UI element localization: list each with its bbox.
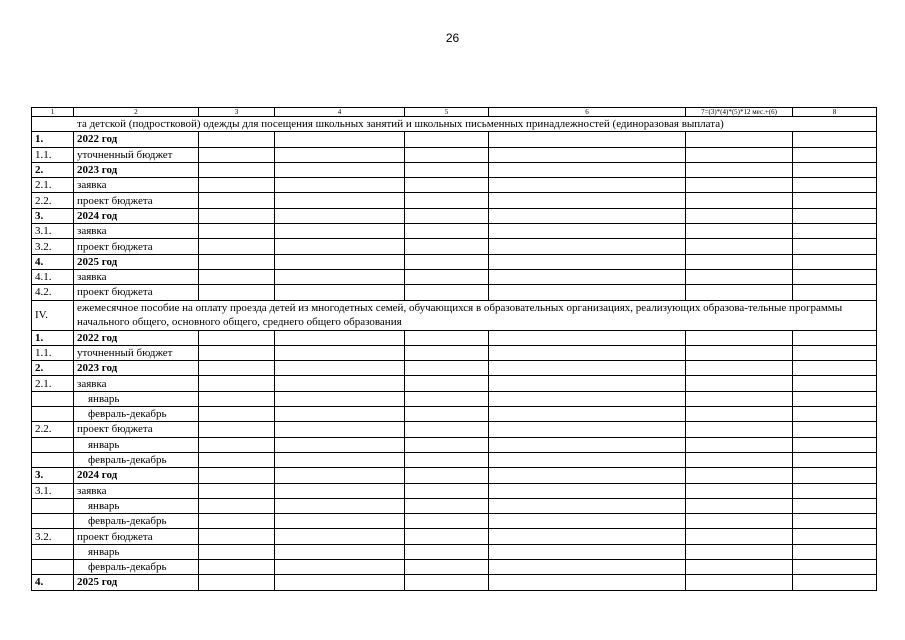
- value-cell: [199, 345, 275, 360]
- column-number-row: [32, 108, 877, 117]
- row-label: январь: [74, 498, 199, 513]
- value-cell: [405, 224, 489, 239]
- value-cell: [405, 376, 489, 391]
- value-cell: [686, 452, 793, 467]
- value-cell: [275, 193, 405, 208]
- value-cell: [489, 468, 686, 483]
- row-number: 2.1.: [32, 376, 74, 391]
- value-cell: [199, 285, 275, 300]
- table-row: [32, 437, 877, 452]
- table-row: [32, 193, 877, 208]
- value-cell: [793, 208, 877, 223]
- value-cell: [199, 178, 275, 193]
- value-cell: [275, 514, 405, 529]
- value-cell: [793, 437, 877, 452]
- value-cell: [199, 452, 275, 467]
- row-label: февраль-декабрь: [74, 560, 199, 575]
- row-number: 4.1.: [32, 269, 74, 284]
- value-cell: [275, 560, 405, 575]
- value-cell: [199, 422, 275, 437]
- value-cell: [275, 575, 405, 590]
- budget-table: [31, 107, 877, 591]
- value-cell: [275, 529, 405, 544]
- value-cell: [489, 254, 686, 269]
- value-cell: [199, 483, 275, 498]
- value-cell: [275, 407, 405, 422]
- value-cell: [405, 147, 489, 162]
- row-label: 2025 год: [74, 575, 199, 590]
- value-cell: [199, 147, 275, 162]
- value-cell: [489, 330, 686, 345]
- row-label: январь: [74, 544, 199, 559]
- value-cell: [686, 498, 793, 513]
- value-cell: [405, 560, 489, 575]
- value-cell: [686, 361, 793, 376]
- value-cell: [793, 254, 877, 269]
- value-cell: [489, 345, 686, 360]
- row-label: 2024 год: [74, 468, 199, 483]
- column-number-cell: 7=(3)*(4)*(5)*12 мес.+(6): [686, 108, 793, 117]
- column-number-cell: 8: [793, 108, 877, 117]
- value-cell: [199, 468, 275, 483]
- row-label: январь: [74, 437, 199, 452]
- value-cell: [199, 193, 275, 208]
- row-number: [32, 514, 74, 529]
- value-cell: [793, 391, 877, 406]
- value-cell: [686, 376, 793, 391]
- value-cell: [793, 285, 877, 300]
- column-number-cell: 5: [405, 108, 489, 117]
- row-number: 2.2.: [32, 422, 74, 437]
- row-number: [32, 437, 74, 452]
- column-number-cell: 4: [275, 108, 405, 117]
- value-cell: [686, 391, 793, 406]
- row-label: 2022 год: [74, 330, 199, 345]
- year-row: [32, 208, 877, 223]
- row-number: 1.: [32, 330, 74, 345]
- value-cell: [405, 178, 489, 193]
- section-heading: ежемесячное пособие на оплату проезда детей из многодетных семей, обучающихся в образовательных организациях, реализующих образова-тельные программы начального общего, основного общего, среднего общего образования: [74, 300, 877, 330]
- value-cell: [199, 132, 275, 147]
- value-cell: [686, 345, 793, 360]
- row-label: заявка: [74, 224, 199, 239]
- row-number: 1.1.: [32, 147, 74, 162]
- table-row: [32, 544, 877, 559]
- value-cell: [686, 132, 793, 147]
- value-cell: [199, 407, 275, 422]
- value-cell: [793, 483, 877, 498]
- row-label: заявка: [74, 376, 199, 391]
- value-cell: [793, 575, 877, 590]
- table-row: [32, 514, 877, 529]
- value-cell: [686, 208, 793, 223]
- table-row: [32, 529, 877, 544]
- section-heading: та детской (подростковой) одежды для посещения школьных занятий и школьных письменных принадлежностей (единоразовая выплата): [32, 117, 877, 132]
- row-label: заявка: [74, 483, 199, 498]
- value-cell: [686, 330, 793, 345]
- value-cell: [793, 361, 877, 376]
- year-row: [32, 162, 877, 177]
- value-cell: [686, 575, 793, 590]
- row-number: 3.1.: [32, 483, 74, 498]
- value-cell: [275, 269, 405, 284]
- row-label: февраль-декабрь: [74, 452, 199, 467]
- value-cell: [275, 483, 405, 498]
- value-cell: [405, 529, 489, 544]
- value-cell: [275, 345, 405, 360]
- value-cell: [686, 224, 793, 239]
- value-cell: [793, 193, 877, 208]
- value-cell: [405, 345, 489, 360]
- row-number: 4.: [32, 575, 74, 590]
- value-cell: [489, 193, 686, 208]
- row-label: проект бюджета: [74, 193, 199, 208]
- value-cell: [405, 254, 489, 269]
- section-number: IV.: [32, 300, 74, 330]
- value-cell: [275, 544, 405, 559]
- column-number-cell: 6: [489, 108, 686, 117]
- table-row: [32, 147, 877, 162]
- value-cell: [199, 239, 275, 254]
- value-cell: [489, 514, 686, 529]
- row-label: проект бюджета: [74, 285, 199, 300]
- row-label: проект бюджета: [74, 422, 199, 437]
- value-cell: [405, 269, 489, 284]
- year-row: [32, 330, 877, 345]
- value-cell: [199, 330, 275, 345]
- value-cell: [275, 452, 405, 467]
- row-label: 2022 год: [74, 132, 199, 147]
- column-number-cell: 3: [199, 108, 275, 117]
- value-cell: [793, 452, 877, 467]
- year-row: [32, 575, 877, 590]
- value-cell: [405, 407, 489, 422]
- value-cell: [275, 437, 405, 452]
- value-cell: [405, 483, 489, 498]
- value-cell: [405, 422, 489, 437]
- row-label: проект бюджета: [74, 239, 199, 254]
- value-cell: [489, 498, 686, 513]
- value-cell: [199, 361, 275, 376]
- row-number: 2.: [32, 361, 74, 376]
- value-cell: [405, 285, 489, 300]
- value-cell: [405, 452, 489, 467]
- row-number: 4.2.: [32, 285, 74, 300]
- row-label: 2023 год: [74, 162, 199, 177]
- value-cell: [275, 376, 405, 391]
- value-cell: [275, 178, 405, 193]
- year-row: [32, 132, 877, 147]
- value-cell: [275, 498, 405, 513]
- value-cell: [489, 208, 686, 223]
- value-cell: [686, 514, 793, 529]
- value-cell: [686, 285, 793, 300]
- value-cell: [489, 178, 686, 193]
- value-cell: [489, 224, 686, 239]
- table-row: [32, 285, 877, 300]
- value-cell: [489, 452, 686, 467]
- value-cell: [686, 483, 793, 498]
- row-number: 3.: [32, 208, 74, 223]
- value-cell: [405, 361, 489, 376]
- row-number: 4.: [32, 254, 74, 269]
- value-cell: [199, 162, 275, 177]
- value-cell: [275, 468, 405, 483]
- value-cell: [275, 224, 405, 239]
- value-cell: [199, 208, 275, 223]
- row-label: февраль-декабрь: [74, 514, 199, 529]
- row-label: январь: [74, 391, 199, 406]
- value-cell: [489, 422, 686, 437]
- row-label: заявка: [74, 178, 199, 193]
- row-label: уточненный бюджет: [74, 345, 199, 360]
- year-row: [32, 254, 877, 269]
- value-cell: [686, 162, 793, 177]
- value-cell: [686, 437, 793, 452]
- row-number: [32, 452, 74, 467]
- value-cell: [489, 529, 686, 544]
- value-cell: [686, 560, 793, 575]
- value-cell: [793, 529, 877, 544]
- value-cell: [489, 147, 686, 162]
- column-number-cell: 1: [32, 108, 74, 117]
- row-label: 2025 год: [74, 254, 199, 269]
- value-cell: [489, 437, 686, 452]
- value-cell: [405, 193, 489, 208]
- value-cell: [405, 514, 489, 529]
- value-cell: [686, 468, 793, 483]
- page-number: 26: [445, 31, 460, 45]
- value-cell: [793, 544, 877, 559]
- value-cell: [793, 376, 877, 391]
- value-cell: [199, 575, 275, 590]
- value-cell: [686, 269, 793, 284]
- section-heading-row: [32, 117, 877, 132]
- value-cell: [686, 407, 793, 422]
- value-cell: [793, 468, 877, 483]
- table-row: [32, 498, 877, 513]
- value-cell: [489, 407, 686, 422]
- value-cell: [793, 514, 877, 529]
- row-number: [32, 560, 74, 575]
- row-label: уточненный бюджет: [74, 147, 199, 162]
- value-cell: [199, 224, 275, 239]
- row-label: 2023 год: [74, 361, 199, 376]
- table-row: [32, 422, 877, 437]
- value-cell: [489, 575, 686, 590]
- value-cell: [489, 132, 686, 147]
- table-row: [32, 560, 877, 575]
- row-label: заявка: [74, 269, 199, 284]
- value-cell: [686, 254, 793, 269]
- value-cell: [199, 514, 275, 529]
- row-number: 1.1.: [32, 345, 74, 360]
- row-number: [32, 544, 74, 559]
- table-row: [32, 178, 877, 193]
- row-label: 2024 год: [74, 208, 199, 223]
- value-cell: [275, 254, 405, 269]
- table-row: [32, 269, 877, 284]
- row-number: 3.1.: [32, 224, 74, 239]
- value-cell: [686, 529, 793, 544]
- value-cell: [793, 345, 877, 360]
- year-row: [32, 468, 877, 483]
- value-cell: [793, 498, 877, 513]
- row-number: 3.2.: [32, 239, 74, 254]
- value-cell: [686, 193, 793, 208]
- value-cell: [489, 376, 686, 391]
- value-cell: [275, 239, 405, 254]
- section-heading-row: [32, 300, 877, 330]
- row-number: [32, 498, 74, 513]
- value-cell: [489, 285, 686, 300]
- value-cell: [275, 391, 405, 406]
- row-number: 3.: [32, 468, 74, 483]
- value-cell: [199, 560, 275, 575]
- table-row: [32, 483, 877, 498]
- value-cell: [793, 560, 877, 575]
- value-cell: [405, 544, 489, 559]
- value-cell: [275, 162, 405, 177]
- value-cell: [793, 224, 877, 239]
- value-cell: [275, 285, 405, 300]
- value-cell: [199, 269, 275, 284]
- column-number-cell: 2: [74, 108, 199, 117]
- table-row: [32, 224, 877, 239]
- row-number: 2.: [32, 162, 74, 177]
- row-number: 1.: [32, 132, 74, 147]
- value-cell: [405, 391, 489, 406]
- value-cell: [275, 361, 405, 376]
- year-row: [32, 361, 877, 376]
- value-cell: [489, 391, 686, 406]
- row-number: [32, 407, 74, 422]
- value-cell: [793, 162, 877, 177]
- value-cell: [275, 147, 405, 162]
- table-row: [32, 239, 877, 254]
- value-cell: [275, 208, 405, 223]
- table-row: [32, 345, 877, 360]
- value-cell: [489, 483, 686, 498]
- value-cell: [489, 544, 686, 559]
- value-cell: [405, 575, 489, 590]
- value-cell: [489, 269, 686, 284]
- value-cell: [405, 132, 489, 147]
- value-cell: [275, 330, 405, 345]
- value-cell: [793, 330, 877, 345]
- row-label: проект бюджета: [74, 529, 199, 544]
- value-cell: [793, 269, 877, 284]
- value-cell: [199, 254, 275, 269]
- row-label: февраль-декабрь: [74, 407, 199, 422]
- value-cell: [405, 208, 489, 223]
- value-cell: [275, 422, 405, 437]
- value-cell: [199, 376, 275, 391]
- row-number: 2.2.: [32, 193, 74, 208]
- row-number: [32, 391, 74, 406]
- value-cell: [489, 560, 686, 575]
- value-cell: [199, 529, 275, 544]
- table-row: [32, 376, 877, 391]
- row-number: 2.1.: [32, 178, 74, 193]
- value-cell: [405, 239, 489, 254]
- value-cell: [489, 162, 686, 177]
- value-cell: [686, 147, 793, 162]
- value-cell: [199, 544, 275, 559]
- row-number: 3.2.: [32, 529, 74, 544]
- value-cell: [793, 147, 877, 162]
- value-cell: [489, 361, 686, 376]
- value-cell: [405, 162, 489, 177]
- value-cell: [793, 239, 877, 254]
- table-row: [32, 391, 877, 406]
- value-cell: [405, 498, 489, 513]
- value-cell: [686, 178, 793, 193]
- value-cell: [405, 468, 489, 483]
- value-cell: [199, 391, 275, 406]
- value-cell: [686, 422, 793, 437]
- value-cell: [686, 239, 793, 254]
- value-cell: [793, 178, 877, 193]
- table-row: [32, 407, 877, 422]
- value-cell: [793, 132, 877, 147]
- value-cell: [793, 422, 877, 437]
- value-cell: [686, 544, 793, 559]
- value-cell: [405, 330, 489, 345]
- value-cell: [199, 498, 275, 513]
- value-cell: [405, 437, 489, 452]
- table-row: [32, 452, 877, 467]
- value-cell: [793, 407, 877, 422]
- value-cell: [275, 132, 405, 147]
- value-cell: [199, 437, 275, 452]
- value-cell: [489, 239, 686, 254]
